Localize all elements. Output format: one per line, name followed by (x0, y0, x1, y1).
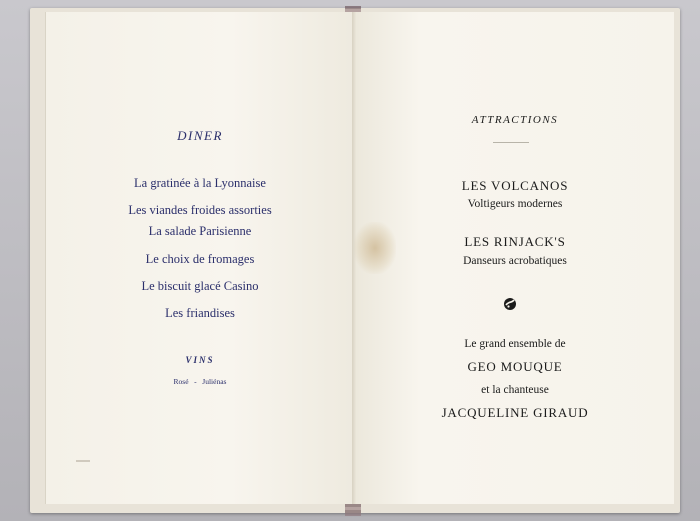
wines-list (46, 377, 354, 386)
wine-item: Juliénas (202, 377, 227, 386)
menu-item: La salade Parisienne (148, 224, 252, 238)
menu-item: La gratinée à la Lyonnaise (134, 176, 266, 190)
act-name: LES RINJACK'S (464, 234, 566, 249)
heading-rule (493, 142, 529, 143)
fleuron-icon (501, 295, 519, 313)
wine-item: Rosé (173, 377, 189, 386)
wines-heading: VINS (185, 355, 215, 365)
act-description: Voltigeurs modernes (467, 198, 563, 210)
menu-item: Les viandes froides assorties (128, 203, 272, 217)
ensemble-intro: Le grand ensemble de (464, 338, 566, 350)
page-stain (354, 222, 396, 274)
singer-name: JACQUELINE GIRAUD (441, 405, 589, 420)
ensemble-name: GEO MOUQUE (467, 359, 563, 374)
menu-item: Le biscuit glacé Casino (141, 279, 259, 293)
right-page-attractions (356, 12, 674, 504)
menu-item: Le choix de fromages (145, 252, 255, 266)
paper-mark (76, 460, 90, 462)
menu-item: Les friandises (165, 306, 235, 320)
left-page-menu (46, 12, 354, 504)
singer-intro: et la chanteuse (481, 384, 549, 396)
attractions-heading: ATTRACTIONS (471, 114, 559, 126)
wine-separator: - (194, 377, 197, 386)
act-description: Danseurs acrobatiques (463, 255, 567, 267)
act-name: LES VOLCANOS (461, 178, 569, 193)
diner-heading: DINER (177, 128, 223, 143)
